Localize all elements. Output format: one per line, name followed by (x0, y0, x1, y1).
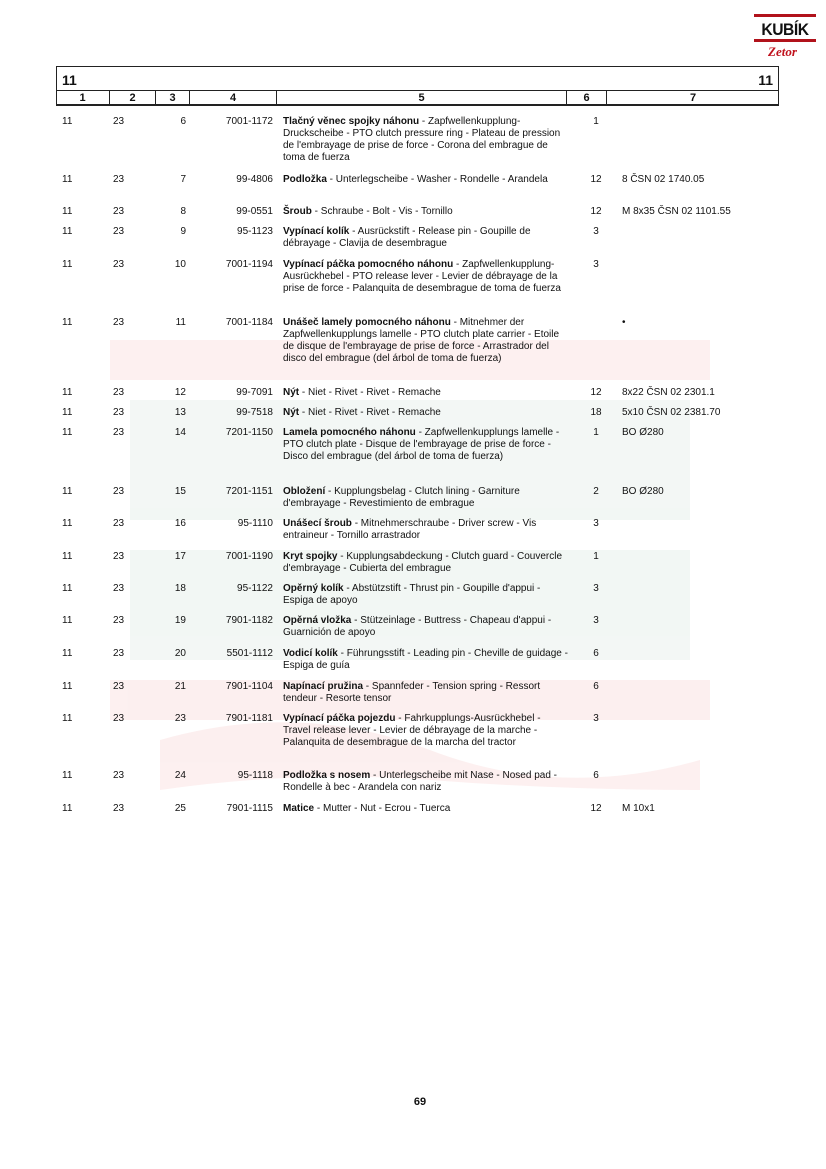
part-name: Podložka (283, 174, 327, 185)
cell-quantity: 3 (593, 583, 599, 594)
cell-part-number: 7001-1184 (225, 317, 273, 328)
cell-position: 23 (174, 713, 186, 724)
cell-part-number: 7901-1104 (225, 681, 273, 692)
cell-part-number: 99-0551 (236, 206, 273, 217)
cell-description (283, 713, 568, 749)
cell-col1: 11 (62, 648, 73, 659)
cell-description (283, 803, 568, 815)
cell-description (283, 407, 568, 419)
column-header-4: 4 (189, 91, 276, 105)
part-name: Obložení (283, 486, 326, 497)
cell-part-number: 95-1123 (237, 226, 273, 237)
cell-position: 12 (174, 387, 186, 398)
cell-description (283, 174, 568, 186)
cell-col2: 23 (113, 615, 125, 626)
cell-col2: 23 (113, 803, 125, 814)
cell-col1: 11 (62, 226, 73, 237)
part-translations: - Schraube - Bolt - Vis - Tornillo (311, 206, 453, 217)
cell-quantity: 6 (593, 648, 599, 659)
cell-quantity: 12 (590, 387, 602, 398)
cell-description (283, 259, 568, 295)
part-name: Vypínací páčka pojezdu (283, 713, 396, 724)
cell-description (283, 116, 568, 164)
cell-col1: 11 (62, 518, 73, 529)
cell-note: 8 ČSN 02 1740.05 (622, 174, 705, 185)
part-translations: - Zapfwellenkupplung-Ausrückhebel - PTO release lever - Levier de débrayage de la prise de force - Palanquita de desembrague de toma de fuerza (283, 259, 561, 294)
part-name: Tlačný věnec spojky náhonu (283, 116, 420, 127)
cell-position: 10 (174, 259, 186, 270)
group-number-left: 11 (62, 72, 77, 88)
cell-part-number: 7001-1172 (225, 116, 273, 127)
group-number-right: 11 (758, 72, 773, 88)
cell-position: 16 (174, 518, 186, 529)
table-header (56, 66, 779, 106)
part-translations: - Mutter - Nut - Ecrou - Tuerca (314, 803, 451, 814)
cell-note: BO Ø280 (622, 427, 664, 438)
cell-quantity: 1 (593, 427, 599, 438)
cell-col1: 11 (62, 206, 73, 217)
cell-col1: 11 (62, 770, 73, 781)
cell-description (283, 206, 568, 218)
cell-description (283, 681, 568, 705)
cell-col1: 11 (62, 387, 73, 398)
cell-position: 20 (174, 648, 186, 659)
part-name: Nýt (283, 407, 300, 418)
cell-position: 24 (174, 770, 186, 781)
cell-col2: 23 (113, 551, 125, 562)
cell-position: 8 (180, 206, 186, 217)
cell-part-number: 7901-1181 (225, 713, 273, 724)
part-translations: - Ausrückstift - Release pin - Goupille de débrayage - Clavija de desembrague (283, 226, 531, 249)
logo-brand: KUBÍK (761, 20, 809, 39)
brand-logo (754, 14, 816, 66)
cell-note: • (622, 317, 626, 328)
cell-position: 15 (174, 486, 186, 497)
part-name: Kryt spojky (283, 551, 338, 562)
cell-col1: 11 (62, 803, 73, 814)
cell-quantity: 12 (590, 803, 602, 814)
part-translations: - Fahrkupplungs-Ausrückhebel - Travel release lever - Levier de débrayage de la marche - Palanquita de desembrague de la marcha del tractor (283, 713, 541, 748)
part-translations: - Mitnehmer der Zapfwellenkupplungs lamelle - PTO clutch plate carrier - Etoile de disque de l'embrayage de prise de force - Arrastrador del disco del embrague (del árbol de toma de fuerza) (283, 317, 560, 364)
cell-note: M 8x35 ČSN 02 1101.55 (622, 206, 731, 217)
cell-part-number: 99-7518 (236, 407, 273, 418)
cell-col2: 23 (113, 648, 125, 659)
cell-position: 18 (174, 583, 186, 594)
column-header-5: 5 (276, 91, 566, 105)
part-translations: - Kupplungsbelag - Clutch lining - Garniture d'embrayage - Revestimiento de embrague (283, 486, 520, 509)
part-translations: - Spannfeder - Tension spring - Ressort tendeur - Resorte tensor (283, 681, 541, 704)
cell-col2: 23 (113, 486, 125, 497)
column-header-2: 2 (109, 91, 155, 105)
cell-position: 17 (174, 551, 186, 562)
logo-bar-top (754, 14, 816, 17)
cell-quantity: 3 (593, 259, 599, 270)
cell-col2: 23 (113, 681, 125, 692)
cell-position: 9 (180, 226, 186, 237)
column-headers (56, 90, 779, 106)
cell-quantity: 6 (593, 770, 599, 781)
cell-col1: 11 (62, 427, 73, 438)
part-translations: - Führungsstift - Leading pin - Cheville de guidage - Espiga de guía (283, 648, 568, 671)
part-translations: - Unterlegscheibe - Washer - Rondelle - Arandela (326, 174, 548, 185)
part-name: Vypínací kolík (283, 226, 350, 237)
part-translations: - Niet - Rivet - Rivet - Remache (299, 387, 441, 398)
part-translations: - Abstützstift - Thrust pin - Goupille d'appui - Espiga de apoyo (283, 583, 541, 606)
cell-col2: 23 (113, 259, 125, 270)
cell-quantity: 6 (593, 681, 599, 692)
cell-col2: 23 (113, 713, 125, 724)
column-header-3: 3 (155, 91, 189, 105)
cell-part-number: 7201-1150 (225, 427, 273, 438)
cell-quantity: 1 (593, 551, 599, 562)
column-header-7: 7 (606, 91, 779, 105)
cell-description (283, 317, 568, 365)
cell-quantity: 3 (593, 226, 599, 237)
cell-part-number: 7001-1194 (225, 259, 273, 270)
cell-col1: 11 (62, 116, 73, 127)
column-header-1: 1 (79, 92, 86, 104)
cell-quantity: 1 (593, 116, 599, 127)
cell-position: 11 (175, 317, 186, 328)
part-translations: - Kupplungsabdeckung - Clutch guard - Couvercle d'embrayage - Cubierta del embrague (283, 551, 563, 574)
part-translations: - Zapfwellenkupplung-Druckscheibe - PTO clutch pressure ring - Plateau de pression de l'embrayage de prise de force - Corona del embrague de toma de fuerza (283, 116, 561, 163)
cell-part-number: 7201-1151 (225, 486, 273, 497)
part-translations: - Stützeinlage - Buttress - Chapeau d'appui - Guarnición de apoyo (283, 615, 552, 638)
part-translations: - Mitnehmerschraube - Driver screw - Vis entraineur - Tornillo arrastrador (283, 518, 537, 541)
cell-col2: 23 (113, 407, 125, 418)
page-number: 69 (413, 1096, 427, 1108)
cell-note: M 10x1 (622, 803, 655, 814)
cell-position: 21 (174, 681, 186, 692)
column-header-6: 6 (566, 91, 606, 105)
cell-description (283, 387, 568, 399)
part-translations: - Unterlegscheibe mit Nase - Nosed pad - Rondelle à bec - Arandela con nariz (283, 770, 557, 793)
cell-col1: 11 (62, 583, 73, 594)
cell-part-number: 95-1110 (237, 518, 273, 529)
part-translations: - Zapfwellenkupplungs lamelle - PTO clutch plate - Disque de l'embrayage de prise de force - Disco del embrague (del árbol de toma de fuerza) (283, 427, 560, 462)
cell-col2: 23 (113, 583, 125, 594)
part-name: Opěrná vložka (283, 615, 352, 626)
cell-col2: 23 (113, 174, 125, 185)
cell-quantity: 18 (590, 407, 602, 418)
cell-part-number: 7001-1190 (225, 551, 273, 562)
cell-description (283, 427, 568, 463)
cell-part-number: 5501-1112 (226, 648, 273, 659)
logo-sub: Zetor (768, 44, 797, 59)
cell-description (283, 648, 568, 672)
part-name: Podložka s nosem (283, 770, 371, 781)
cell-part-number: 7901-1182 (225, 615, 273, 626)
part-translations: - Niet - Rivet - Rivet - Remache (299, 407, 441, 418)
cell-col2: 23 (113, 770, 125, 781)
cell-part-number: 99-7091 (236, 387, 273, 398)
part-name: Lamela pomocného náhonu (283, 427, 416, 438)
cell-quantity: 12 (590, 174, 602, 185)
cell-description (283, 615, 568, 639)
part-name: Šroub (283, 206, 312, 217)
cell-note: 8x22 ČSN 02 2301.1 (622, 387, 715, 398)
part-name: Opěrný kolík (283, 583, 344, 594)
cell-col2: 23 (113, 206, 125, 217)
cell-col2: 23 (113, 387, 125, 398)
cell-position: 25 (174, 803, 186, 814)
part-name: Vypínací páčka pomocného náhonu (283, 259, 454, 270)
cell-col1: 11 (62, 317, 73, 328)
cell-description (283, 583, 568, 607)
cell-col2: 23 (113, 427, 125, 438)
cell-position: 13 (174, 407, 186, 418)
part-name: Napínací pružina (283, 681, 364, 692)
cell-quantity: 12 (590, 206, 602, 217)
cell-position: 6 (180, 116, 186, 127)
cell-col1: 11 (62, 713, 73, 724)
part-name: Unášecí šroub (283, 518, 352, 529)
cell-position: 7 (180, 174, 186, 185)
cell-description (283, 770, 568, 794)
part-name: Vodicí kolík (283, 648, 338, 659)
cell-col2: 23 (113, 518, 125, 529)
cell-col1: 11 (62, 407, 73, 418)
cell-col1: 11 (62, 681, 73, 692)
cell-col1: 11 (62, 259, 73, 270)
cell-part-number: 95-1122 (237, 583, 273, 594)
cell-description (283, 551, 568, 575)
cell-quantity: 3 (593, 615, 599, 626)
cell-col2: 23 (113, 116, 125, 127)
part-name: Matice (283, 803, 315, 814)
cell-quantity: 3 (593, 713, 599, 724)
cell-position: 19 (174, 615, 186, 626)
cell-col1: 11 (62, 615, 73, 626)
cell-part-number: 95-1118 (237, 770, 273, 781)
part-name: Unášeč lamely pomocného náhonu (283, 317, 451, 328)
cell-col1: 11 (62, 486, 73, 497)
cell-part-number: 7901-1115 (226, 803, 273, 814)
cell-description (283, 518, 568, 542)
cell-position: 14 (174, 427, 186, 438)
cell-description (283, 486, 568, 510)
cell-col1: 11 (62, 551, 73, 562)
cell-col1: 11 (62, 174, 73, 185)
part-name: Nýt (283, 387, 300, 398)
cell-note: 5x10 ČSN 02 2381.70 (622, 407, 721, 418)
cell-quantity: 3 (593, 518, 599, 529)
cell-col2: 23 (113, 317, 125, 328)
cell-quantity: 2 (593, 486, 599, 497)
cell-col2: 23 (113, 226, 125, 237)
cell-description (283, 226, 568, 250)
cell-note: BO Ø280 (622, 486, 664, 497)
cell-part-number: 99-4806 (236, 174, 273, 185)
